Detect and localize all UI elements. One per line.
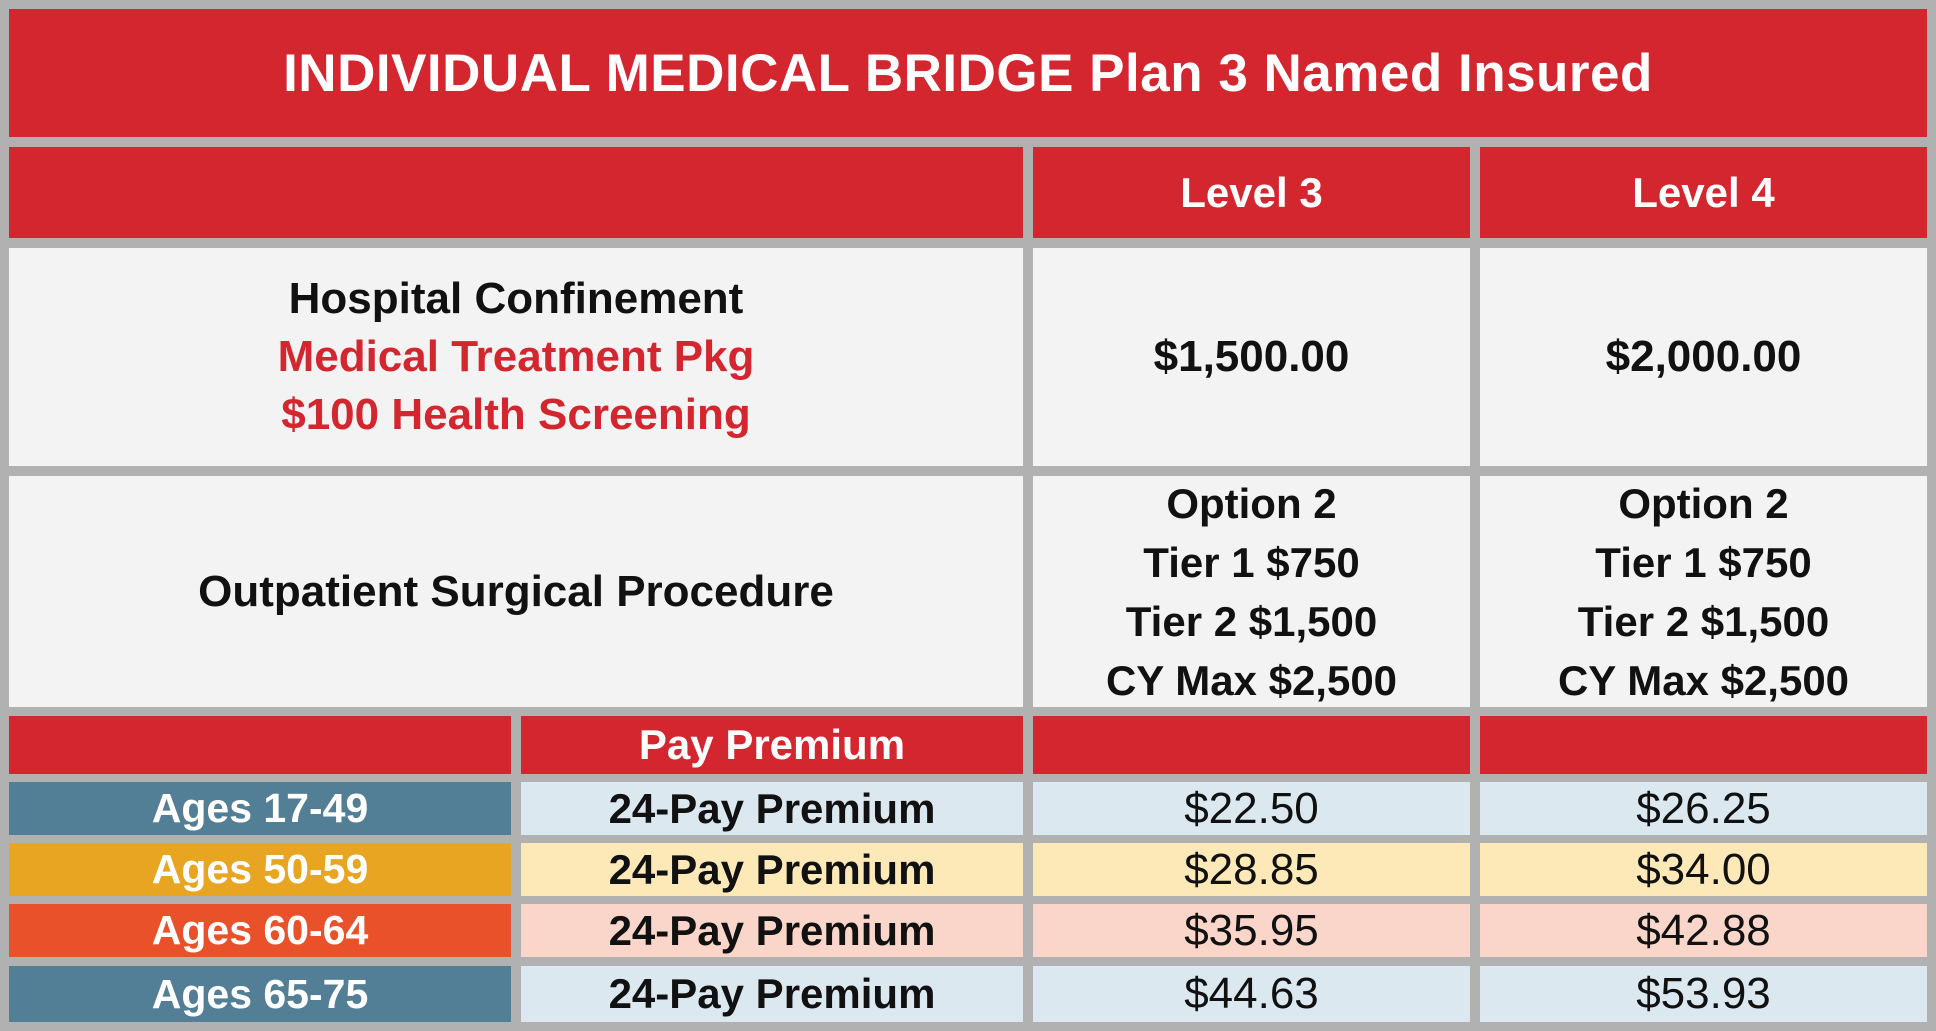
outpatient-level-4-cell xyxy=(1480,476,1927,707)
outpatient-l4-option: Option 2 xyxy=(1618,479,1789,527)
level-3-premium-header-blank xyxy=(1033,716,1470,774)
level-3-premium: $28.85 xyxy=(1033,843,1470,896)
pay-premium-header: Pay Premium xyxy=(521,716,1023,774)
hospital-level-4-value: $2,000.00 xyxy=(1480,248,1927,466)
outpatient-l4-cymax: CY Max $2,500 xyxy=(1557,656,1850,704)
outpatient-surgical-label: Outpatient Surgical Procedure xyxy=(9,476,1023,707)
pay-type-label: 24-Pay Premium xyxy=(521,904,1023,957)
level-4-premium: $53.93 xyxy=(1480,966,1927,1022)
age-header-blank xyxy=(9,716,511,774)
level-3-premium: $35.95 xyxy=(1033,904,1470,957)
medical-treatment-pkg-label: Medical Treatment Pkg xyxy=(277,332,755,381)
health-screening-label: $100 Health Screening xyxy=(281,390,751,439)
level-4-header: Level 4 xyxy=(1480,147,1927,238)
pay-type-label: 24-Pay Premium xyxy=(521,966,1023,1022)
level-4-premium: $42.88 xyxy=(1480,904,1927,957)
level-3-premium: $44.63 xyxy=(1033,966,1470,1022)
outpatient-l3-option: Option 2 xyxy=(1166,479,1337,527)
hospital-level-3-value: $1,500.00 xyxy=(1033,248,1470,466)
header-blank-cell xyxy=(9,147,1023,238)
outpatient-l4-tier1: Tier 1 $750 xyxy=(1595,538,1812,586)
pay-type-label: 24-Pay Premium xyxy=(521,843,1023,896)
hospital-confinement-label: Hospital Confinement xyxy=(288,274,744,323)
outpatient-level-3-cell xyxy=(1033,476,1470,707)
level-3-header: Level 3 xyxy=(1033,147,1470,238)
hospital-confinement-label-cell xyxy=(9,248,1023,466)
outpatient-l3-cymax: CY Max $2,500 xyxy=(1105,656,1398,704)
age-band-label: Ages 50-59 xyxy=(9,843,511,896)
pay-type-label: 24-Pay Premium xyxy=(521,782,1023,835)
table-title: INDIVIDUAL MEDICAL BRIDGE Plan 3 Named Insured xyxy=(9,9,1927,137)
age-band-label: Ages 17-49 xyxy=(9,782,511,835)
level-4-premium-header-blank xyxy=(1480,716,1927,774)
level-4-premium: $34.00 xyxy=(1480,843,1927,896)
outpatient-l3-tier1: Tier 1 $750 xyxy=(1143,538,1360,586)
level-4-premium: $26.25 xyxy=(1480,782,1927,835)
outpatient-l3-tier2: Tier 2 $1,500 xyxy=(1125,597,1378,645)
level-3-premium: $22.50 xyxy=(1033,782,1470,835)
age-band-label: Ages 65-75 xyxy=(9,966,511,1022)
age-band-label: Ages 60-64 xyxy=(9,904,511,957)
outpatient-l4-tier2: Tier 2 $1,500 xyxy=(1577,597,1830,645)
